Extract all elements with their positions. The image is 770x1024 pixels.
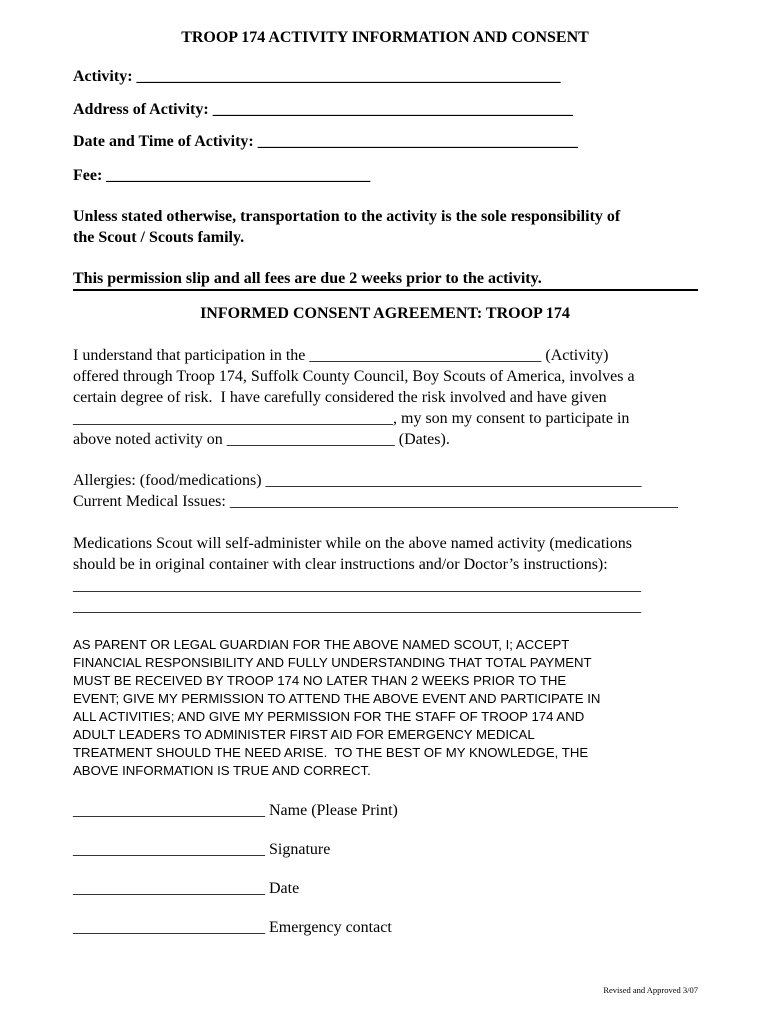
guardian-statement-line-3: MUST BE RECEIVED BY TROOP 174 NO LATER THAN 2 WEEKS PRIOR TO THE (73, 673, 567, 688)
allergies-field: Allergies: (food/medications) _______________________________________________ (73, 472, 642, 489)
fee-field: Fee: _________________________________ (73, 167, 371, 184)
medications-blank-1: _______________________________________________________________________ (73, 577, 641, 594)
activity-field: Activity: _____________________________________________________ (73, 68, 561, 85)
emergency-contact-line: ________________________ Emergency contact (73, 919, 392, 936)
agreement-line-2: offered through Troop 174, Suffolk County Council, Boy Scouts of America, involves a (73, 368, 635, 385)
revision-note: Revised and Approved 3/07 (603, 985, 698, 995)
medications-line-1: Medications Scout will self-administer while on the above named activity (medications (73, 535, 632, 552)
guardian-statement-line-8: ABOVE INFORMATION IS TRUE AND CORRECT. (73, 763, 371, 778)
guardian-statement-line-2: FINANCIAL RESPONSIBILITY AND FULLY UNDERSTANDING THAT TOTAL PAYMENT (73, 655, 592, 670)
guardian-statement-line-4: EVENT; GIVE MY PERMISSION TO ATTEND THE ABOVE EVENT AND PARTICIPATE IN (73, 691, 601, 706)
guardian-statement-line-1: AS PARENT OR LEGAL GUARDIAN FOR THE ABOVE NAMED SCOUT, I; ACCEPT (73, 637, 570, 652)
transportation-note-line-1: Unless stated otherwise, transportation to the activity is the sole responsibility of (73, 208, 621, 225)
agreement-line-4: ________________________________________, my son my consent to participate in (73, 410, 630, 427)
signature-line: ________________________ Signature (73, 841, 331, 858)
medications-blank-2: _______________________________________________________________________ (73, 598, 641, 615)
agreement-line-3: certain degree of risk. I have carefully considered the risk involved and have given (73, 389, 607, 406)
transportation-note-line-2: the Scout / Scouts family. (73, 229, 245, 246)
guardian-statement-line-7: TREATMENT SHOULD THE NEED ARISE. TO THE BEST OF MY KNOWLEDGE, THE (73, 745, 589, 760)
guardian-statement-line-6: ADULT LEADERS TO ADMINISTER FIRST AID FOR EMERGENCY MEDICAL (73, 727, 535, 742)
guardian-statement-line-5: ALL ACTIVITIES; AND GIVE MY PERMISSION FOR THE STAFF OF TROOP 174 AND (73, 709, 585, 724)
medications-line-2: should be in original container with clear instructions and/or Doctor’s instructions): (73, 556, 608, 573)
date-line: ________________________ Date (73, 880, 300, 897)
date-time-field: Date and Time of Activity: ________________________________________ (73, 133, 578, 150)
due-date-note: This permission slip and all fees are due 2 weeks prior to the activity. (73, 270, 542, 287)
medical-issues-field: Current Medical Issues: ________________________________________________________ (73, 493, 678, 510)
form-title: TROOP 174 ACTIVITY INFORMATION AND CONSENT (181, 29, 589, 46)
name-print-line: ________________________ Name (Please Print) (73, 802, 398, 819)
section-heading: INFORMED CONSENT AGREEMENT: TROOP 174 (200, 305, 570, 322)
address-field: Address of Activity: _____________________________________________ (73, 101, 573, 118)
agreement-line-1: I understand that participation in the _____________________________ (Activity) (73, 347, 609, 364)
agreement-line-5: above noted activity on _____________________ (Dates). (73, 431, 450, 448)
section-divider (73, 289, 698, 291)
